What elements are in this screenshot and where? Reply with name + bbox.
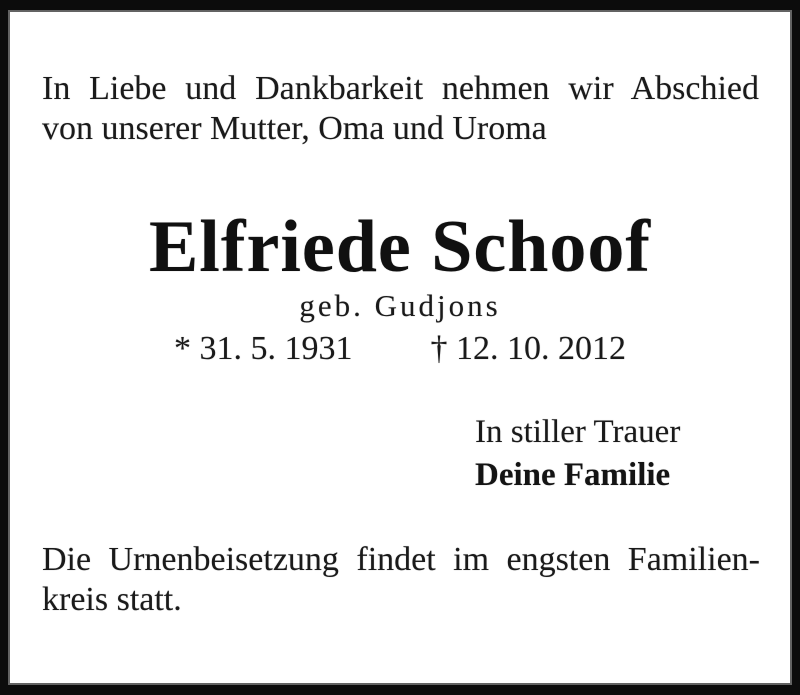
obituary-card [10, 12, 790, 683]
birth-date: * 31. 5. 1931 [174, 330, 353, 367]
opening-line-1: In Liebe und Dankbarkeit nehmen wir Abschied [42, 70, 759, 107]
opening-paragraph [42, 69, 759, 149]
family-signature: Deine Familie [475, 457, 671, 493]
life-dates [10, 329, 790, 369]
closing-line-1: Die Urnenbeisetzung findet im engsten Familien- [42, 541, 760, 578]
maiden-name: geb. Gudjons [299, 288, 501, 323]
opening-line-2: von unserer Mutter, Oma und Uroma [42, 110, 547, 147]
signoff-block [475, 411, 680, 497]
deceased-name: Elfriede Schoof [148, 206, 652, 288]
closing-line-2: kreis statt. [42, 581, 182, 618]
closing-paragraph [42, 540, 760, 620]
signoff-line: In stiller Trauer [475, 414, 681, 450]
death-date: † 12. 10. 2012 [430, 330, 626, 367]
